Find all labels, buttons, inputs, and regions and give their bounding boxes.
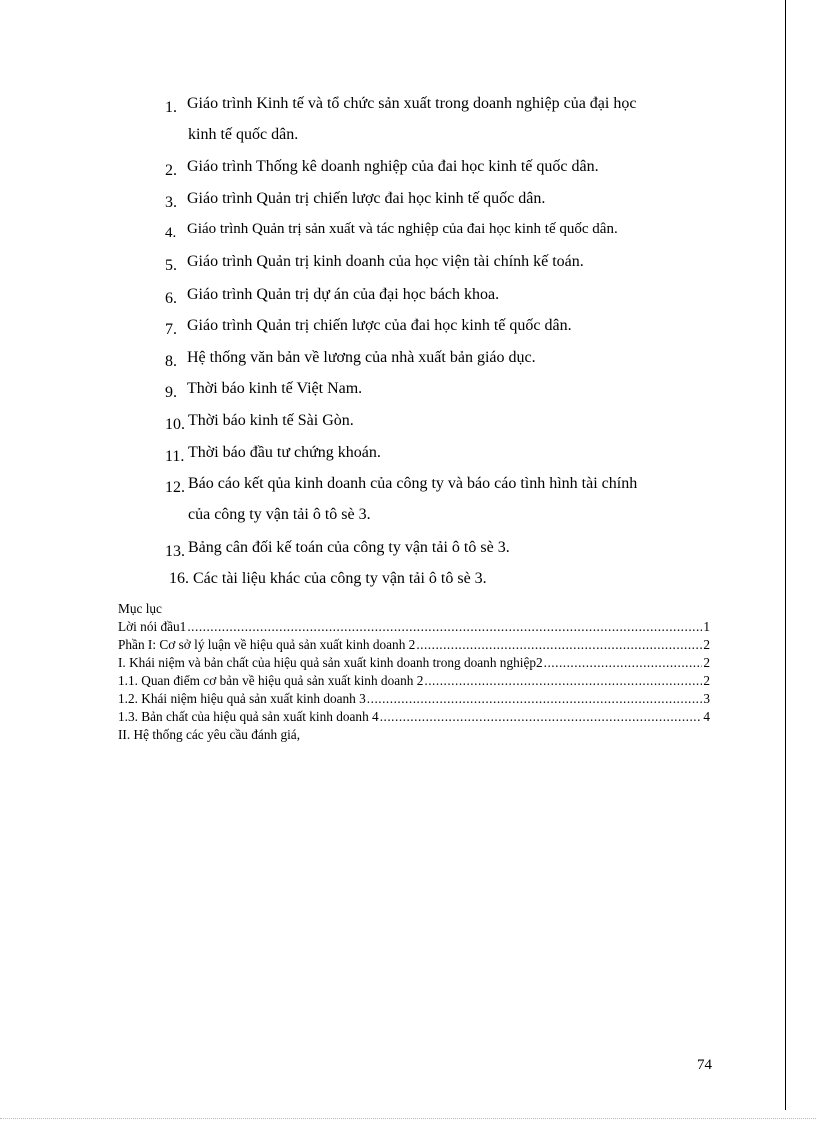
toc-entry-page: 4 xyxy=(703,709,710,724)
reference-number: 1. xyxy=(165,99,177,116)
toc-leader xyxy=(416,636,702,654)
reference-text: Thời báo kinh tế Sài Gòn. xyxy=(188,412,354,429)
reference-item xyxy=(165,342,725,373)
toc-entry-title: 1.2. Khái niệm hiệu quả sản xuất kinh doanh 3 xyxy=(118,691,366,706)
reference-number: 4. xyxy=(165,225,177,241)
toc-entry-title: I. Khái niệm và bản chất của hiệu quả sản xuất kinh doanh trong doanh nghiệp2 xyxy=(118,655,543,670)
toc-row[interactable] xyxy=(118,708,710,726)
reference-number: 6. xyxy=(165,290,177,307)
page-border-bottom xyxy=(0,1118,816,1119)
reference-item xyxy=(165,468,725,530)
toc-leader xyxy=(380,708,703,726)
reference-number: 3. xyxy=(165,194,177,211)
toc-leader xyxy=(367,690,703,708)
reference-item xyxy=(165,279,725,310)
reference-text: Giáo trình Thống kê doanh nghiệp của đai học kinh tế quốc dân. xyxy=(187,158,599,175)
reference-item xyxy=(165,151,725,182)
reference-item xyxy=(165,310,725,341)
toc-entry-page: 2 xyxy=(703,655,710,670)
toc-entry-title: 1.3. Bản chất của hiệu quả sản xuất kinh doanh 4 xyxy=(118,709,379,724)
reference-text: Giáo trình Quản trị sản xuất và tác nghiệp của đai học kinh tế quốc dân. xyxy=(187,221,618,237)
toc-row[interactable] xyxy=(118,690,710,708)
reference-number: 7. xyxy=(165,321,177,338)
toc-entry-title: Phần I: Cơ sở lý luận về hiệu quả sản xuất kinh doanh 2 xyxy=(118,637,416,652)
reference-item xyxy=(165,405,725,436)
reference-text: Thời báo kinh tế Việt Nam. xyxy=(187,380,363,397)
page-border-right xyxy=(785,0,786,1110)
reference-item xyxy=(165,214,725,245)
reference-number: 10. xyxy=(165,416,185,433)
toc-entry-page: 3 xyxy=(703,691,710,706)
toc-entry-partial: II. Hệ thống các yêu cầu đánh giá, xyxy=(118,727,301,742)
toc-entry-title: Lời nói đầu1 xyxy=(118,619,187,634)
reference-item xyxy=(165,183,725,214)
reference-text: Báo cáo kết qủa kinh doanh của công ty và báo cáo tình hình tài chính xyxy=(188,475,638,492)
reference-number: 9. xyxy=(165,384,177,401)
reference-number: 16. xyxy=(169,570,189,587)
toc-row[interactable] xyxy=(118,636,710,654)
reference-item xyxy=(165,532,725,563)
reference-item xyxy=(165,246,725,277)
toc-leader xyxy=(187,618,702,636)
reference-number: 13. xyxy=(165,543,185,560)
page-number: 74 xyxy=(697,1057,712,1073)
reference-number: 5. xyxy=(165,257,177,274)
toc-leader xyxy=(424,672,702,690)
reference-text: Giáo trình Quản trị kinh doanh của học viện tài chính kế toán. xyxy=(187,253,584,270)
reference-item xyxy=(169,563,729,594)
toc-row[interactable] xyxy=(118,672,710,690)
toc-entry-title: 1.1. Quan điểm cơ bản về hiệu quả sản xuất kinh doanh 2 xyxy=(118,673,424,688)
toc-row[interactable] xyxy=(118,618,710,636)
reference-text-continued: của công ty vận tải ô tô sè 3. xyxy=(188,506,371,523)
toc-row[interactable] xyxy=(118,654,710,672)
reference-text: Giáo trình Quản trị dự án của đại học bách khoa. xyxy=(187,286,500,303)
reference-text: Giáo trình Quản trị chiến lược của đai học kinh tế quốc dân. xyxy=(187,317,572,334)
reference-text: Bảng cân đối kế toán của công ty vận tải ô tô sè 3. xyxy=(188,539,510,556)
reference-text: Các tài liệu khác của công ty vận tải ô tô sè 3. xyxy=(193,570,487,587)
reference-number: 2. xyxy=(165,162,177,179)
toc-leader xyxy=(544,654,703,672)
reference-item xyxy=(165,373,725,404)
toc-entry-page: 2 xyxy=(703,637,710,652)
reference-item xyxy=(165,437,725,468)
table-of-contents xyxy=(118,600,710,744)
toc-entry-page: 2 xyxy=(703,673,710,688)
reference-text: Hệ thống văn bản về lương của nhà xuất bản giáo dục. xyxy=(187,349,536,366)
reference-item xyxy=(165,88,725,150)
reference-text-continued: kinh tế quốc dân. xyxy=(188,126,299,143)
reference-text: Giáo trình Quản trị chiến lược đai học kinh tế quốc dân. xyxy=(187,190,546,207)
reference-number: 11. xyxy=(165,448,185,465)
reference-text: Giáo trình Kinh tế và tổ chức sản xuất trong doanh nghiệp của đại học xyxy=(187,95,637,112)
reference-number: 8. xyxy=(165,353,177,370)
toc-entry-page: 1 xyxy=(703,619,710,634)
toc-heading: Mục lục xyxy=(118,601,162,616)
reference-text: Thời báo đầu tư chứng khoán. xyxy=(188,444,381,461)
reference-number: 12. xyxy=(165,479,185,496)
